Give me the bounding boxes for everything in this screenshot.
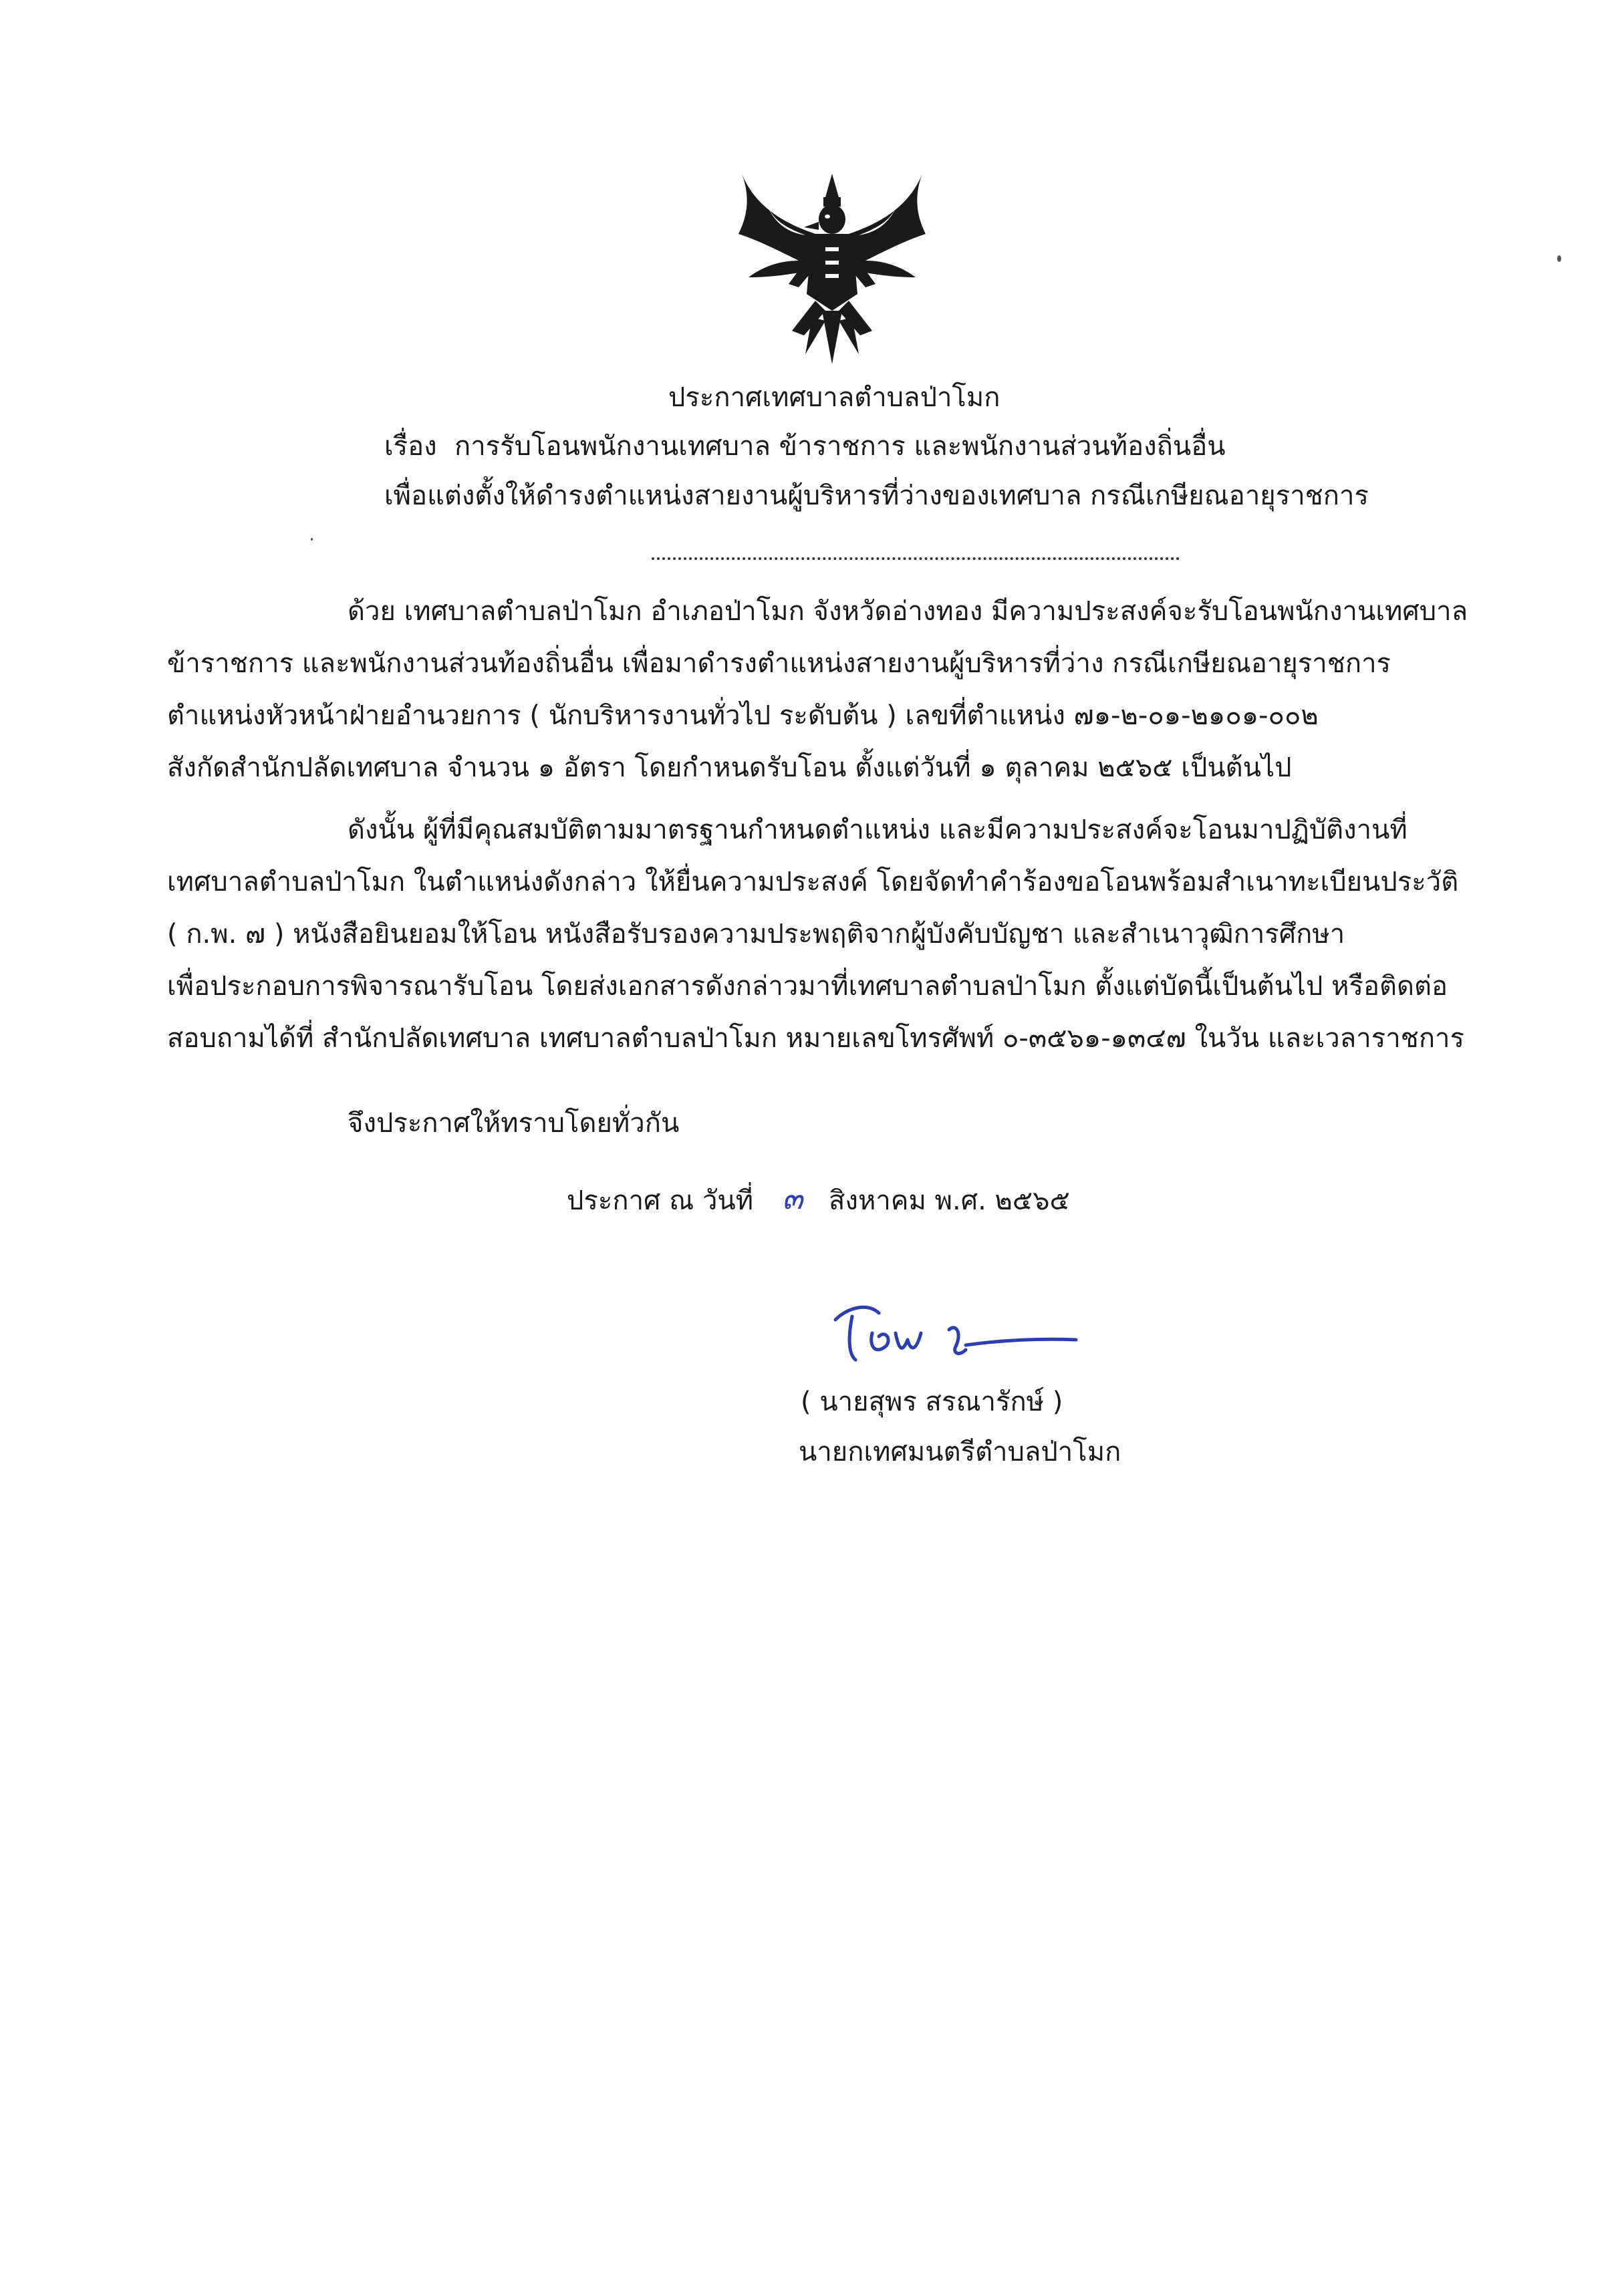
subject-label: เรื่อง (384, 431, 437, 462)
paragraph-2-line-2: เทศบาลตำบลป่าโมก ในตำแหน่งดังกล่าว ให้ยื่นความประสงค์ โดยจัดทำคำร้องขอโอนพร้อมสำเนาทะเบียนประวัติ (167, 867, 1459, 897)
subject-line-2: เพื่อแต่งตั้งให้ดำรงตำแหน่งสายงานผู้บริหารที่ว่างของเทศบาล กรณีเกษียณอายุราชการ (384, 480, 1369, 511)
paragraph-1-line-1: ด้วย เทศบาลตำบลป่าโมก อำเภอป่าโมก จังหวัดอ่างทอง มีความประสงค์จะรับโอนพนักงานเทศบาล (348, 596, 1468, 627)
paragraph-1-line-4: สังกัดสำนักปลัดเทศบาล จำนวน ๑ อัตรา โดยกำหนดรับโอน ตั้งแต่วันที่ ๑ ตุลาคม ๒๕๖๕ เป็นต้นไป (167, 752, 1292, 783)
signatory-position: นายกเทศมนตรีตำบลป่าโมก (799, 1437, 1121, 1467)
paragraph-2-line-1: ดังนั้น ผู้ที่มีคุณสมบัติตามมาตรฐานกำหนดตำแหน่ง และมีความประสงค์จะโอนมาปฏิบัติงานที่ (348, 815, 1407, 845)
scan-speck (1557, 255, 1561, 262)
paragraph-1-line-3: ตำแหน่งหัวหน้าฝ่ายอำนวยการ ( นักบริหารงานทั่วไป ระดับต้น ) เลขที่ตำแหน่ง ๗๑-๒-๐๑-๒๑๐๑-๐๐๒ (167, 700, 1319, 731)
dateline-day-handwritten: ๓ (782, 1180, 803, 1216)
paragraph-2-line-3: ( ก.พ. ๗ ) หนังสือยินยอมให้โอน หนังสือรับรองความประพฤติจากผู้บังคับบัญชา และสำเนาวุฒิการศึกษา (167, 919, 1345, 950)
closing-statement: จึงประกาศให้ทราบโดยทั่วกัน (348, 1108, 680, 1139)
signatory-name: ( นายสุพร สรณารักษ์ ) (801, 1387, 1063, 1417)
paragraph-1-line-2: ข้าราชการ และพนักงานส่วนท้องถิ่นอื่น เพื่อมาดำรงตำแหน่งสายงานผู้บริหารที่ว่าง กรณีเกษียณอายุราชการ (167, 648, 1391, 679)
dateline-prefix: ประกาศ ณ วันที่ (567, 1185, 754, 1216)
separator-dotted-line (652, 555, 1180, 560)
handwritten-signature (822, 1293, 1089, 1373)
subject-line-1: การรับโอนพนักงานเทศบาล ข้าราชการ และพนักงานส่วนท้องถิ่นอื่น (454, 431, 1226, 462)
dateline-month-year: สิงหาคม พ.ศ. ๒๕๖๕ (829, 1185, 1070, 1216)
announcement-title: ประกาศเทศบาลตำบลป่าโมก (668, 382, 1000, 413)
scan-speck (311, 538, 313, 541)
paragraph-2-line-4: เพื่อประกอบการพิจารณารับโอน โดยส่งเอกสารดังกล่าวมาที่เทศบาลตำบลป่าโมก ตั้งแต่บัดนี้เป็นต้นไป หรือติดต่อ (167, 971, 1448, 1002)
garuda-emblem-icon (725, 160, 939, 374)
paragraph-2-line-5: สอบถามได้ที่ สำนักปลัดเทศบาล เทศบาลตำบลป่าโมก หมายเลขโทรศัพท์ ๐-๓๕๖๑-๑๓๔๗ ในวัน และเวลาราชการ (167, 1023, 1464, 1054)
